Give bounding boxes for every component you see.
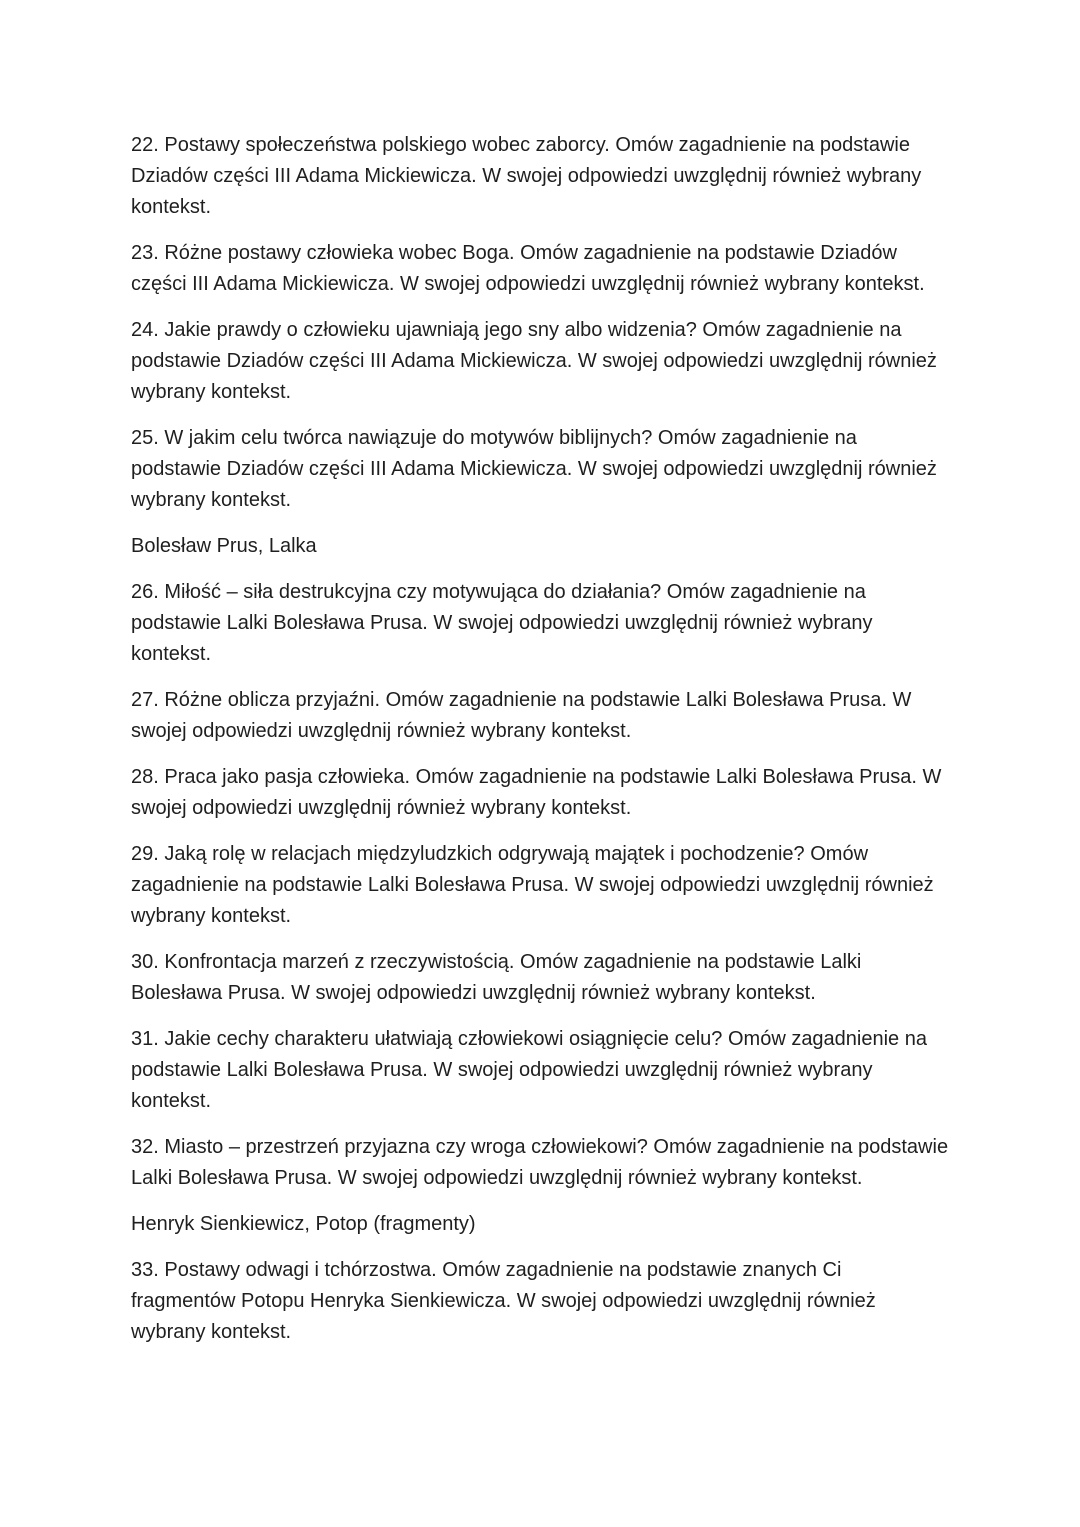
topic-25: 25. W jakim celu twórca nawiązuje do motywów biblijnych? Omów zagadnienie na podstawie Dziadów części III Adama Mickiewicza. W swojej odpowiedzi uwzględnij również wybrany kontekst. bbox=[131, 427, 937, 511]
topic-27: 27. Różne oblicza przyjaźni. Omów zagadnienie na podstawie Lalki Bolesława Prusa. W swojej odpowiedzi uwzględnij również wybrany kontekst. bbox=[131, 689, 912, 742]
topic-31: 31. Jakie cechy charakteru ułatwiają człowiekowi osiągnięcie celu? Omów zagadnienie na podstawie Lalki Bolesława Prusa. W swojej odpowiedzi uwzględnij również wybrany kontekst. bbox=[131, 1028, 927, 1112]
document-page bbox=[131, 130, 951, 1363]
topic-26: 26. Miłość – siła destrukcyjna czy motywująca do działania? Omów zagadnienie na podstawie Lalki Bolesława Prusa. W swojej odpowiedzi uwzględnij również wybrany kontekst. bbox=[131, 581, 873, 665]
section-heading-potop: Henryk Sienkiewicz, Potop (fragmenty) bbox=[131, 1213, 476, 1235]
topic-22: 22. Postawy społeczeństwa polskiego wobec zaborcy. Omów zagadnienie na podstawie Dziadów części III Adama Mickiewicza. W swojej odpowiedzi uwzględnij również wybrany kontekst. bbox=[131, 134, 922, 218]
topic-33: 33. Postawy odwagi i tchórzostwa. Omów zagadnienie na podstawie znanych Ci fragmentów Potopu Henryka Sienkiewicza. W swojej odpowiedzi uwzględnij również wybrany kontekst. bbox=[131, 1259, 876, 1343]
topic-30: 30. Konfrontacja marzeń z rzeczywistością. Omów zagadnienie na podstawie Lalki Bolesława Prusa. W swojej odpowiedzi uwzględnij również wybrany kontekst. bbox=[131, 951, 862, 1004]
topic-28: 28. Praca jako pasja człowieka. Omów zagadnienie na podstawie Lalki Bolesława Prusa. W swojej odpowiedzi uwzględnij również wybrany kontekst. bbox=[131, 766, 942, 819]
topic-32: 32. Miasto – przestrzeń przyjazna czy wroga człowiekowi? Omów zagadnienie na podstawie Lalki Bolesława Prusa. W swojej odpowiedzi uwzględnij również wybrany kontekst. bbox=[131, 1136, 949, 1189]
section-heading-lalka: Bolesław Prus, Lalka bbox=[131, 535, 317, 557]
topic-23: 23. Różne postawy człowieka wobec Boga. Omów zagadnienie na podstawie Dziadów części III Adama Mickiewicza. W swojej odpowiedzi uwzględnij również wybrany kontekst. bbox=[131, 242, 925, 295]
topic-24: 24. Jakie prawdy o człowieku ujawniają jego sny albo widzenia? Omów zagadnienie na podstawie Dziadów części III Adama Mickiewicza. W swojej odpowiedzi uwzględnij również wybrany kontekst. bbox=[131, 319, 937, 403]
topic-29: 29. Jaką rolę w relacjach międzyludzkich odgrywają majątek i pochodzenie? Omów zagadnienie na podstawie Lalki Bolesława Prusa. W swojej odpowiedzi uwzględnij również wybrany kontekst. bbox=[131, 843, 934, 927]
